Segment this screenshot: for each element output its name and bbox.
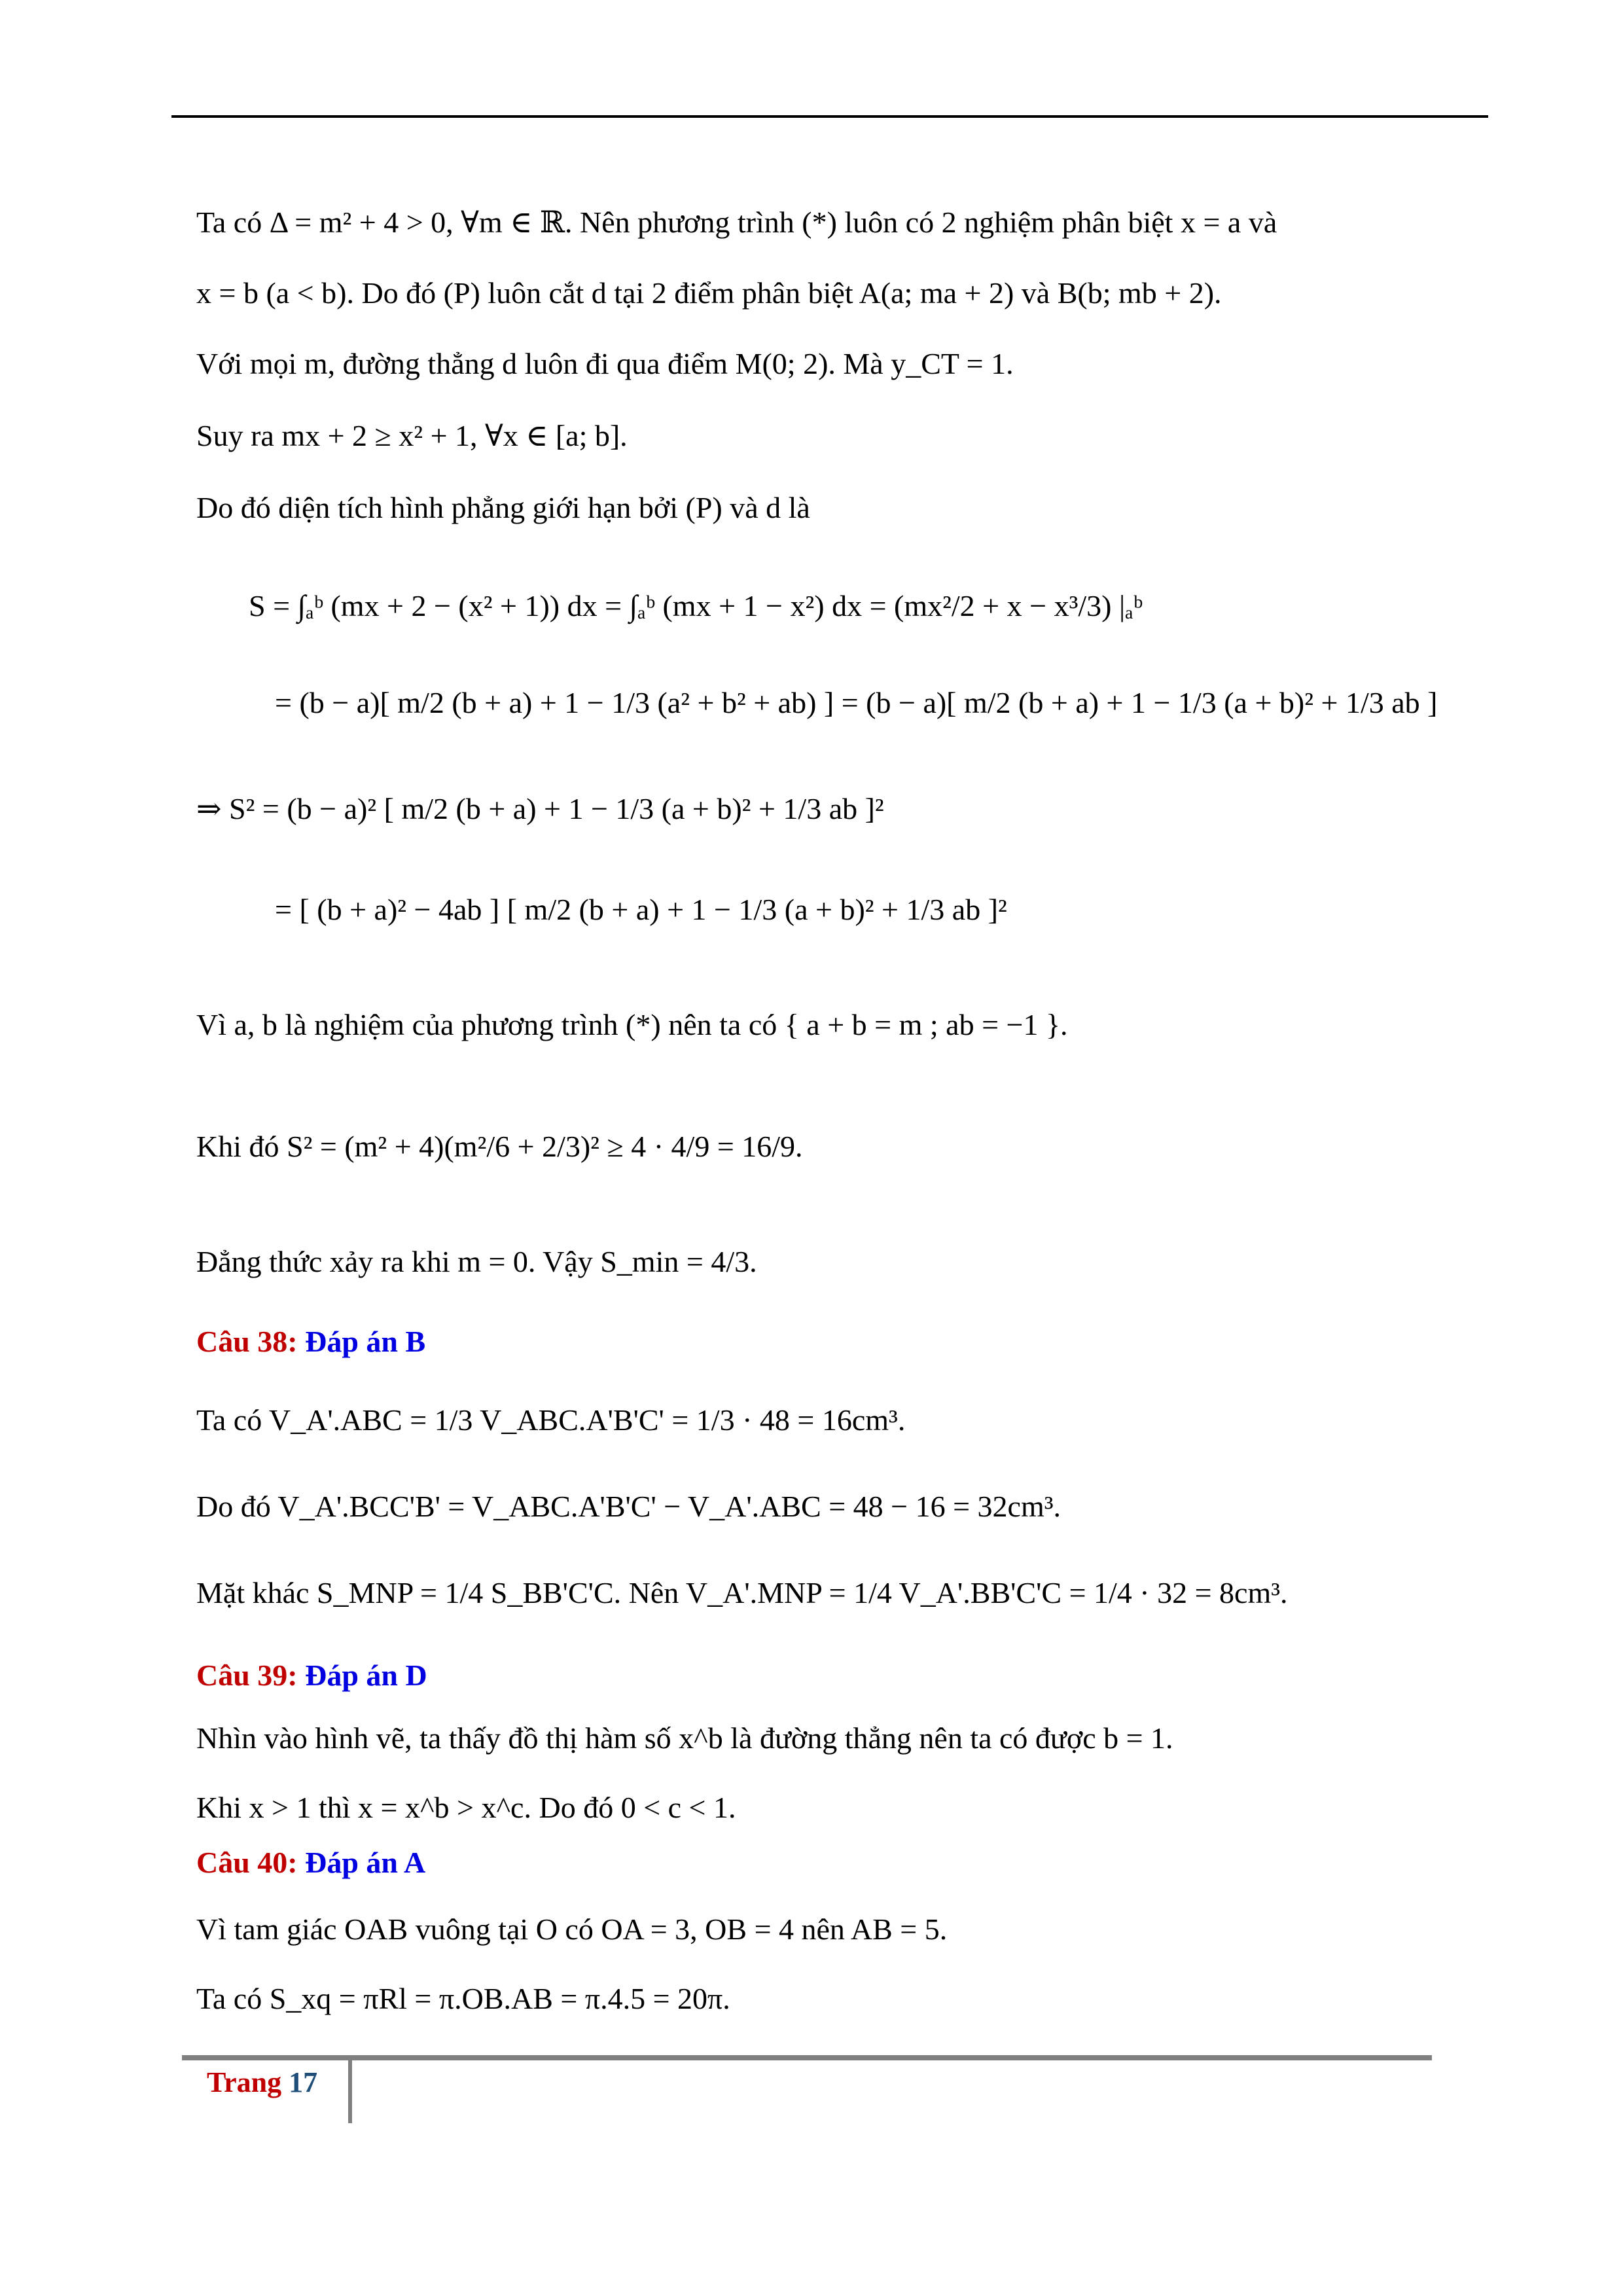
inequality-line: Khi đó S² = (m² + 4)(m²/6 + 2/3)² ≥ 4 · 4/9 = 16/9. [196, 1130, 803, 1163]
text-line: Mặt khác S_MNP = 1/4 S_BB'C'C. Nên V_A'.MNP = 1/4 V_A'.BB'C'C = 1/4 · 32 = 8cm³. [196, 1576, 1288, 1609]
footer-rule [182, 2055, 1432, 2060]
equation-substitute: = [ (b + a)² − 4ab ] [ m/2 (b + a) + 1 − 1/3 (a + b)² + 1/3 ab ]² [275, 893, 1007, 926]
equation-square: ⇒ S² = (b − a)² [ m/2 (b + a) + 1 − 1/3 (a + b)² + 1/3 ab ]² [196, 792, 884, 825]
answer-label: Đáp án B [305, 1325, 426, 1358]
page-footer [207, 2066, 317, 2099]
conclusion-line: Đẳng thức xảy ra khi m = 0. Vậy S_min = 4/3. [196, 1245, 757, 1278]
question-label: Câu 39: [196, 1659, 298, 1692]
text-line: Khi x > 1 thì x = x^b > x^c. Do đó 0 < c < 1. [196, 1791, 736, 1824]
question-40-heading [196, 1843, 425, 1882]
page-number: 17 [289, 2066, 318, 2098]
question-label: Câu 40: [196, 1846, 298, 1879]
question-39-heading [196, 1656, 427, 1695]
text-line: Vì tam giác OAB vuông tại O có OA = 3, OB = 4 nên AB = 5. [196, 1912, 948, 1946]
text-line: Do đó diện tích hình phẳng giới hạn bởi (P) và d là [196, 491, 810, 524]
text-line: Do đó V_A'.BCC'B' = V_ABC.A'B'C' − V_A'.ABC = 48 − 16 = 32cm³. [196, 1490, 1061, 1523]
footer-divider [348, 2060, 352, 2123]
page-label: Trang [207, 2066, 282, 2098]
question-label: Câu 38: [196, 1325, 298, 1358]
text-line: Ta có S_xq = πRl = π.OB.AB = π.4.5 = 20π. [196, 1982, 730, 2015]
text-line: Ta có V_A'.ABC = 1/3 V_ABC.A'B'C' = 1/3 · 48 = 16cm³. [196, 1403, 906, 1437]
system-line: Vì a, b là nghiệm của phương trình (*) nên ta có { a + b = m ; ab = −1 }. [196, 1008, 1068, 1041]
text-line: Suy ra mx + 2 ≥ x² + 1, ∀x ∈ [a; b]. [196, 419, 628, 452]
text-line: Với mọi m, đường thẳng d luôn đi qua điểm M(0; 2). Mà y_CT = 1. [196, 347, 1014, 380]
equation-integral: S = ∫ₐᵇ (mx + 2 − (x² + 1)) dx = ∫ₐᵇ (mx + 1 − x²) dx = (mx²/2 + x − x³/3) |ₐᵇ [249, 589, 1143, 622]
question-38-heading [196, 1322, 425, 1361]
answer-label: Đáp án A [305, 1846, 426, 1879]
header-rule [171, 115, 1488, 118]
text-line: x = b (a < b). Do đó (P) luôn cắt d tại 2 điểm phân biệt A(a; ma + 2) và B(b; mb + 2). [196, 276, 1222, 310]
text-line: Nhìn vào hình vẽ, ta thấy đồ thị hàm số x^b là đường thẳng nên ta có được b = 1. [196, 1721, 1173, 1755]
equation-expand: = (b − a)[ m/2 (b + a) + 1 − 1/3 (a² + b² + ab) ] = (b − a)[ m/2 (b + a) + 1 − 1/3 (a + b)² + 1/3 ab ] [275, 686, 1438, 719]
text-line: Ta có Δ = m² + 4 > 0, ∀m ∈ ℝ. Nên phương trình (*) luôn có 2 nghiệm phân biệt x = a và [196, 206, 1277, 239]
answer-label: Đáp án D [305, 1659, 427, 1692]
